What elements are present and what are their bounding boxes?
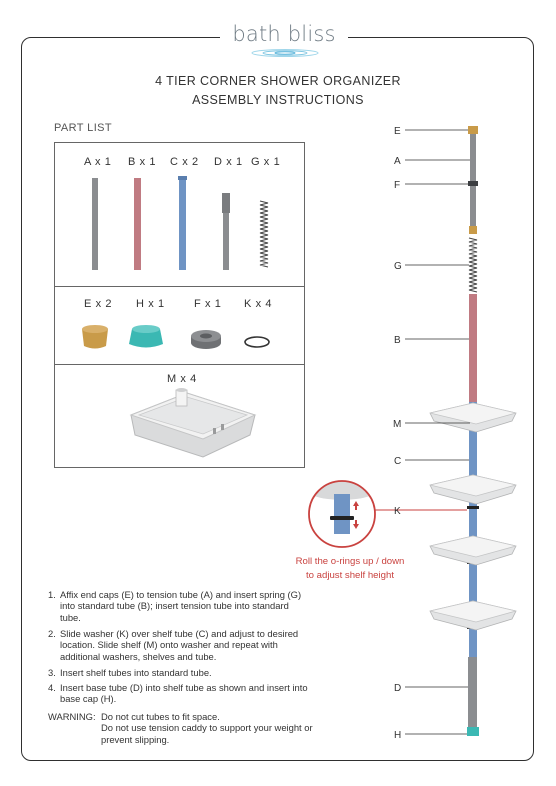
product-title: 4 TIER CORNER SHOWER ORGANIZER: [155, 74, 401, 88]
part-label-f: F x 1: [194, 298, 222, 310]
diagram-label-f: F: [394, 180, 401, 191]
warning-line-2: Do not use tension caddy to support your weight or prevent slipping.: [101, 722, 313, 745]
diagram-label-d: D: [394, 683, 402, 694]
note-line-1: Roll the o-rings up / down: [295, 556, 405, 567]
warning-text: [101, 711, 316, 745]
step-text: Insert base tube (D) into shelf tube as shown and insert into base cap (H).: [60, 682, 308, 705]
part-label-d: D x 1: [214, 156, 243, 168]
step-number: 3.: [48, 667, 56, 678]
step-text: Affix end caps (E) to tension tube (A) and insert spring (G) into standard tube (B); insert tension tube into standard tube.: [60, 589, 302, 623]
step-number: 2.: [48, 628, 56, 639]
brand-name: bath bliss: [232, 22, 336, 46]
document-subtitle: ASSEMBLY INSTRUCTIONS: [192, 93, 364, 107]
o-ring-adjust-note: [250, 555, 450, 582]
diagram-end-cap-e: [468, 126, 478, 134]
diagram-label-h: H: [394, 730, 402, 741]
warning-line-1: Do not cut tubes to fit space.: [101, 711, 220, 722]
diagram-label-a: A: [394, 156, 401, 167]
part-label-k: K x 4: [244, 298, 273, 310]
part-label-h: H x 1: [136, 298, 165, 310]
diagram-shelf-m: [430, 475, 516, 504]
diagram-tube-b: [469, 294, 477, 402]
part-label-c: C x 2: [170, 156, 199, 168]
part-list-heading: PART LIST: [54, 122, 113, 134]
diagram-tube-a: [470, 134, 476, 226]
diagram-label-k: K: [394, 506, 401, 517]
part-label-b: B x 1: [128, 156, 157, 168]
note-line-2: to adjust shelf height: [305, 569, 394, 581]
diagram-label-e: E: [394, 126, 401, 137]
diagram-shelf-m: [430, 601, 516, 630]
diagram-shelf-m: [430, 403, 516, 432]
diagram-base-cap-h: [467, 727, 479, 736]
diagram-label-g: G: [394, 261, 402, 272]
step-text: Slide washer (K) over shelf tube (C) and adjust to desired location. Slide shelf (M) onto washer and repeat with additional washers, shelves and tube.: [60, 628, 299, 662]
warning-label: WARNING:: [48, 711, 96, 722]
diagram-spring-g: [469, 238, 477, 292]
diagram-washer-f: [468, 181, 478, 186]
part-label-g: G x 1: [251, 156, 281, 168]
part-label-e: E x 2: [84, 298, 113, 310]
o-ring-detail-magnifier: [302, 472, 382, 547]
part-label-a: A x 1: [84, 156, 112, 168]
step-number: 4.: [48, 682, 56, 693]
step-number: 1.: [48, 589, 56, 600]
diagram-label-c: C: [394, 456, 402, 467]
step-text: Insert shelf tubes into standard tube.: [60, 667, 212, 678]
diagram-label-m: M: [393, 419, 402, 430]
diagram-tube-d: [468, 657, 477, 727]
part-label-m: M x 4: [167, 373, 197, 385]
diagram-label-b: B: [394, 335, 401, 346]
